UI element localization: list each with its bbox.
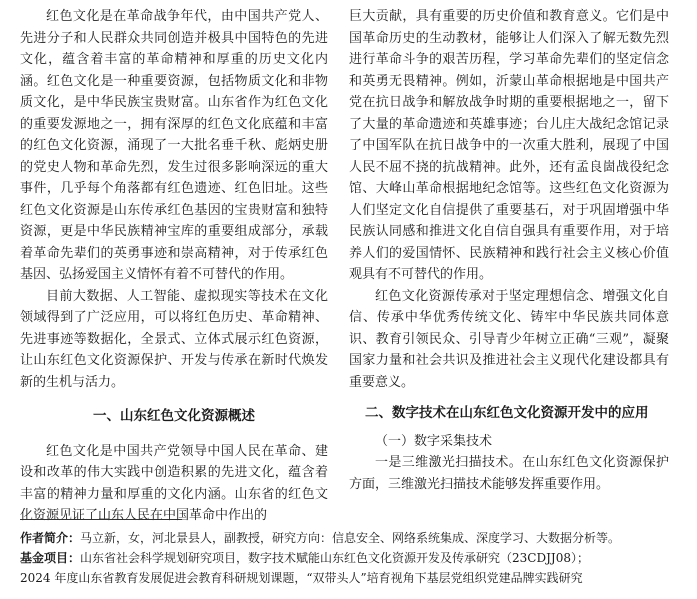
body-paragraph: 红色文化是中国共产党领导中国人民在革命、建设和改革的伟大实践中创造积累的先进文化，蕴含着丰富的精神力量和厚重的文化内涵。山东省的红色文化资源见证了山东人民在中国革命中作出的 (20, 443, 328, 523)
footnote-divider (20, 519, 182, 520)
section-heading: 一、山东红色文化资源概述 (93, 408, 255, 424)
fund-note-continued: 2024 年度山东省教育发展促进会教育科研规划课题，“双带头人”培育视角下基层党组织党建品牌实践研究 (20, 571, 583, 585)
author-label: 作者简介： (20, 531, 81, 545)
body-paragraph: 目前大数据、人工智能、虚拟现实等技术在文化领域得到了广泛应用，可以将红色历史、革命精神、先进事迹等数据化，全景式、立体式展示红色资源，让山东红色文化资源保护、开发与传承在新时代焕发新的生机与活力。 (20, 288, 328, 390)
body-paragraph: 红色文化资源传承对于坚定理想信念、增强文化自信、传承中华优秀传统文化、铸牢中华民族共同体意识、教育引领民众、引导青少年树立正确“三观”，凝聚国家力量和社会共识及推进社会主义现代化建设都具有重要意义。 (349, 288, 669, 390)
footnotes (20, 528, 680, 588)
author-text: 马立新，女，河北景县人，副教授，研究方向：信息安全、网络系统集成、深度学习、大数据分析等。 (80, 531, 621, 545)
fund-label: 基金项目： (20, 551, 81, 565)
section-heading: 二、数字技术在山东红色文化资源开发中的应用 (365, 405, 649, 421)
body-paragraph: 一是三维激光扫描技术。在山东红色文化资源保护方面，三维激光扫描技术能够发挥重要作用。 (349, 455, 669, 492)
author-note (20, 528, 680, 548)
fund-note (20, 548, 680, 568)
right-column (349, 6, 669, 495)
subsection-heading: （一）数字采集技术 (375, 433, 493, 449)
left-column (20, 6, 328, 527)
fund-text: 山东省社会科学规划研究项目，数字技术赋能山东红色文化资源开发及传承研究（23CDJJ08）； (80, 551, 589, 565)
body-paragraph: 巨大贡献，具有重要的历史价值和教育意义。它们是中国革命历史的生动教材，能够让人们深入了解无数先烈进行革命斗争的艰苦历程，学习革命先辈们的坚定信念和英勇无畏精神。例如，沂蒙山革命根据地是中国共产党在抗日战争和解放战争时期的重要根据地之一，留下了大量的革命遗迹和英雄事迹；台儿庄大战纪念馆记录了中国军队在抗日战争中的一次重大胜利，展现了中国人民不屈不挠的抗战精神。此外，还有孟良崮战役纪念馆、大峰山革命根据地纪念馆等。这些红色文化资源为人们坚定文化自信提供了重要基石，对于巩固增强中华民族认同感和推进文化自信自强具有重要作用，对于培养人们的爱国情怀、民族精神和践行社会主义核心价值观具有不可替代的作用。 (349, 9, 669, 282)
body-paragraph: 红色文化是在革命战争年代，由中国共产党人、先进分子和人民群众共同创造并极具中国特色的先进文化，蕴含着丰富的革命精神和厚重的历史文化内涵。红色文化是一种重要资源，包括物质文化和非物质文化，是中华民族宝贵财富。山东省作为红色文化的重要发源地之一，拥有深厚的红色文化底蕴和丰富的红色文化资源，涌现了一大批名垂千秋、彪炳史册的党史人物和革命先烈，发生过很多影响深远的重大事件，几乎每个角落都有红色遗迹、红色旧址。这些红色文化资源是山东传承红色基因的宝贵财富和独特资源，更是中华民族精神宝库的重要组成部分，承载着革命先辈们的英勇事迹和崇高精神，对于传承红色基因、弘扬爱国主义情怀有着不可替代的作用。 (20, 9, 328, 282)
